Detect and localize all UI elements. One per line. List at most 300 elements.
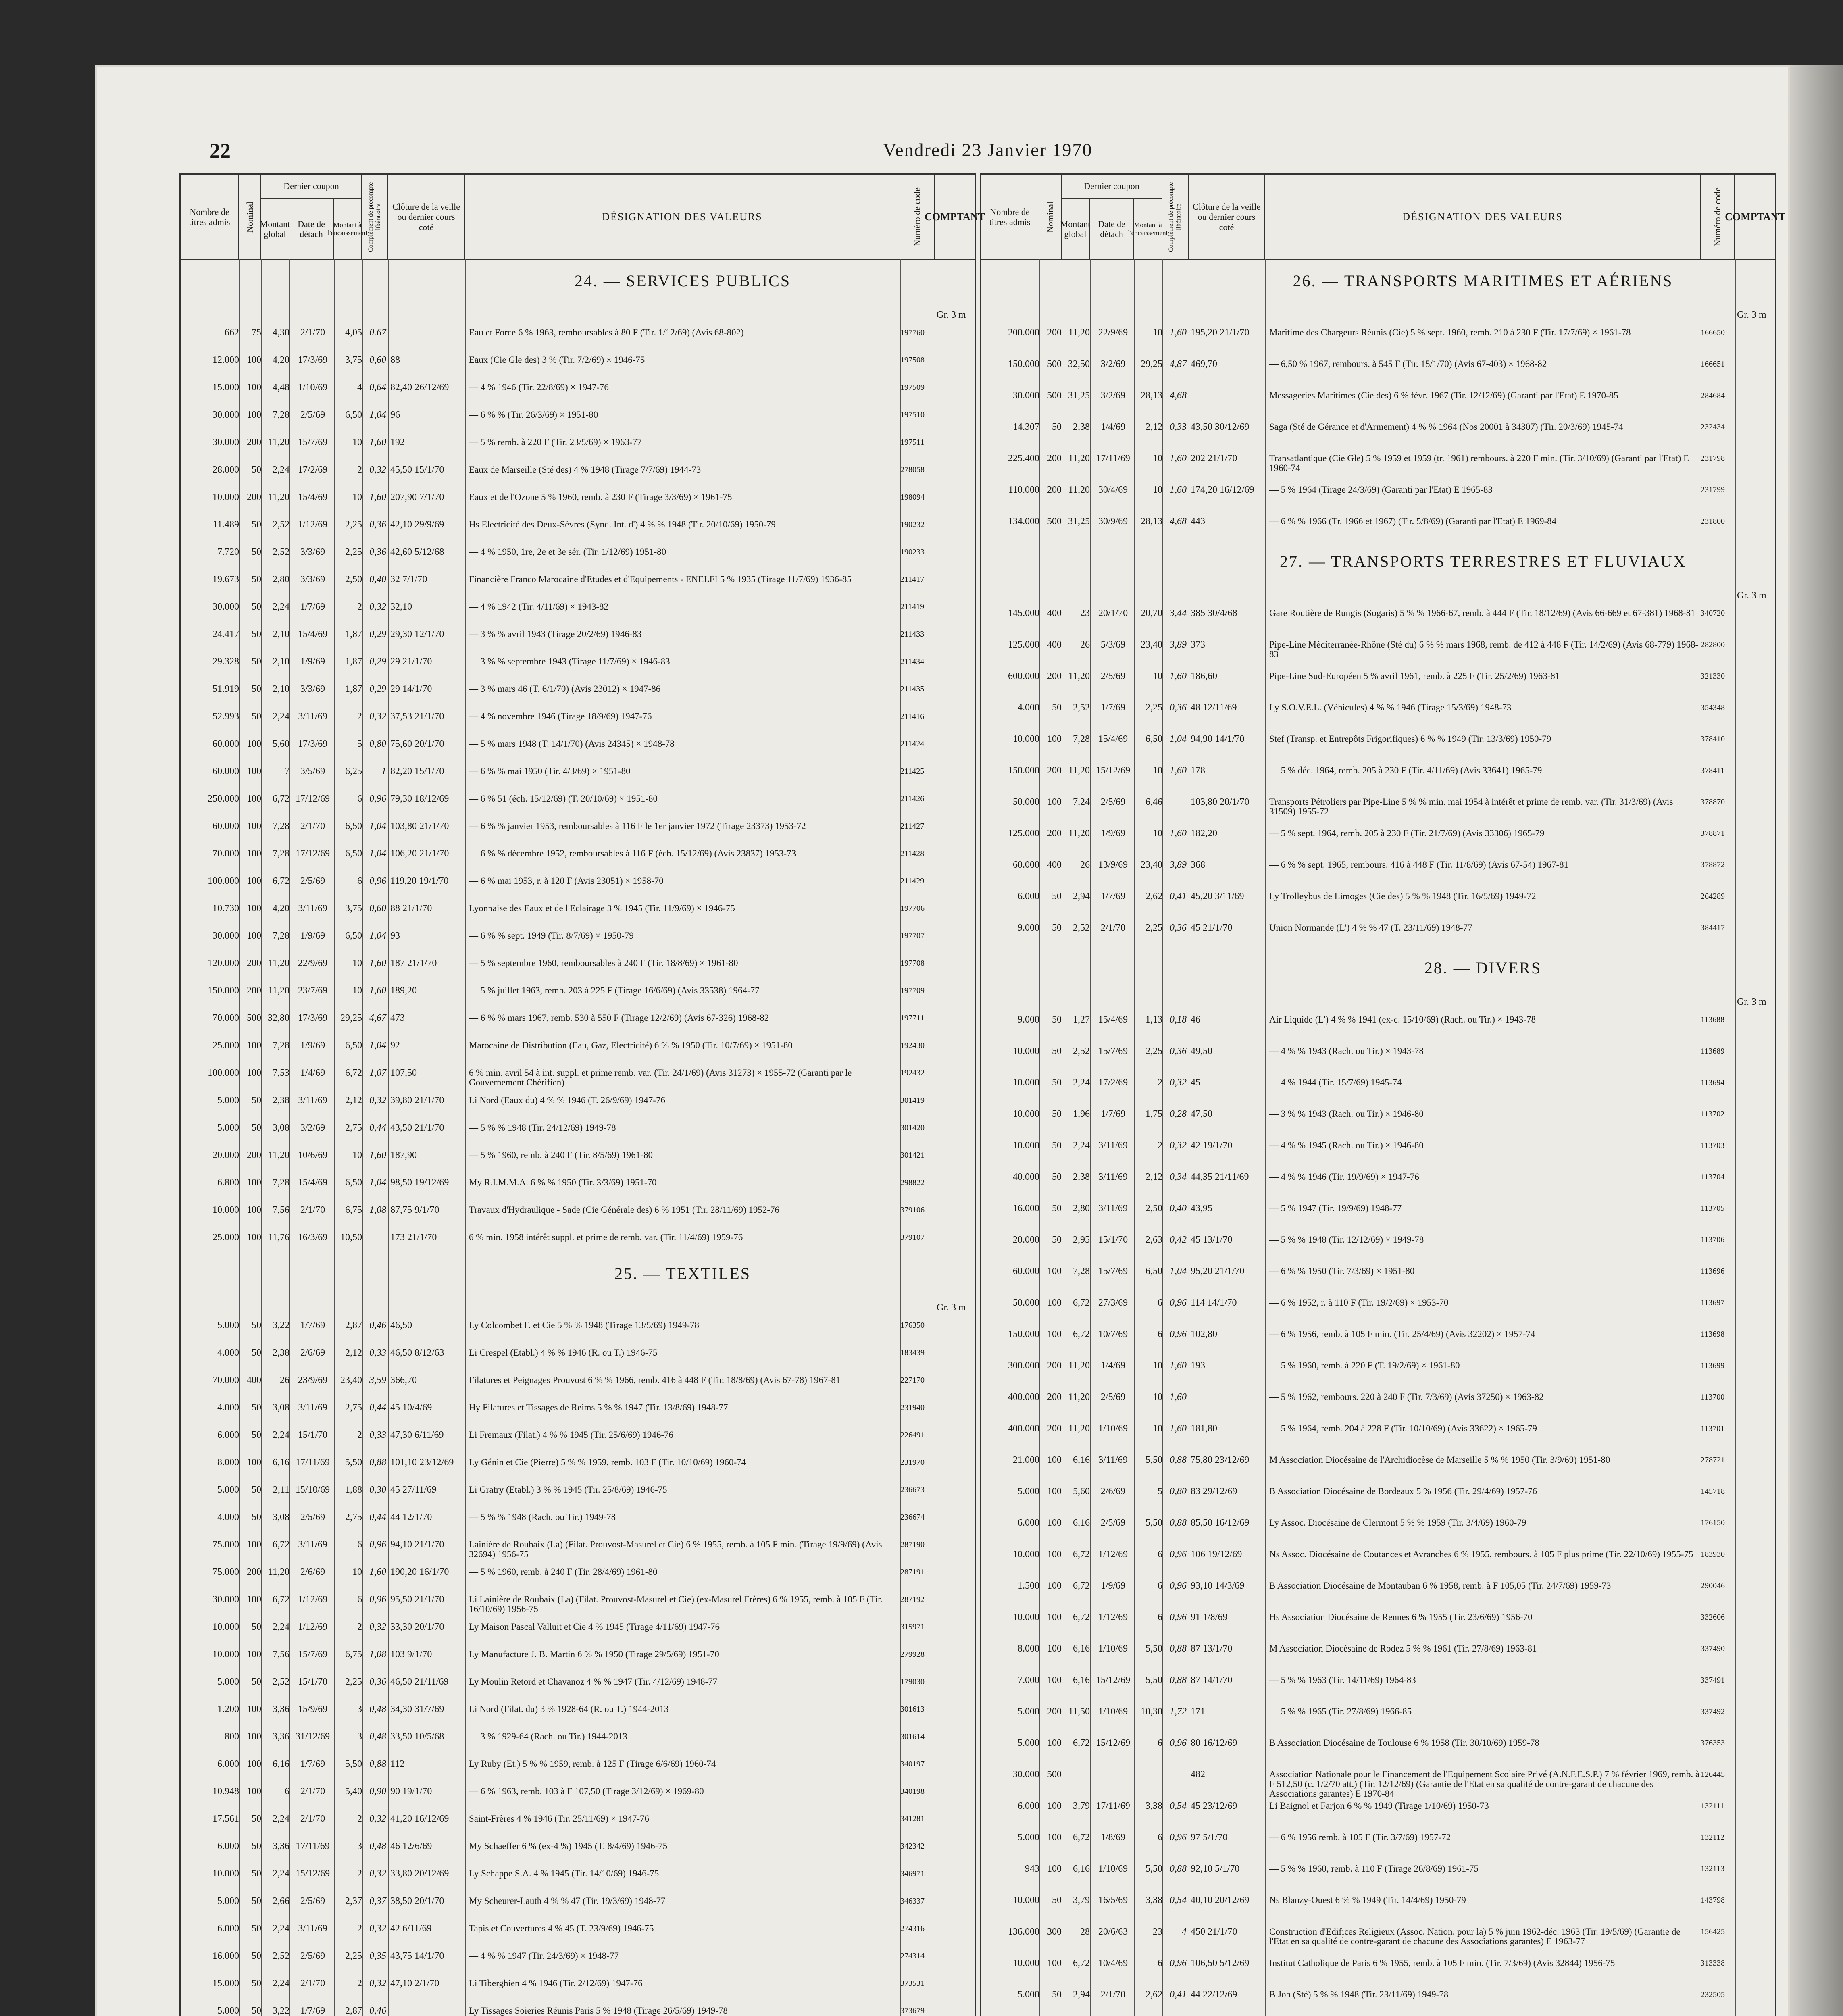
cell-code: 354348	[1701, 703, 1725, 712]
table-row	[181, 1403, 975, 1422]
cell-des: Tapis et Couvertures 4 % 45 (T. 23/9/69) 1946-75	[469, 1924, 654, 1933]
section-unit: Gr. 3 m	[937, 1302, 966, 1313]
cell-nb: 10.730	[212, 903, 239, 914]
cell-mt2: 1,87	[345, 684, 362, 694]
cell-mt2: 10	[1153, 828, 1162, 839]
cell-date: 2/1/70	[300, 1205, 325, 1215]
cell-mt2: 2,12	[1145, 1172, 1162, 1182]
cell-nb: 11.489	[212, 519, 239, 530]
cell-cp: 1,60	[369, 1150, 386, 1160]
table-row	[981, 328, 1775, 347]
cell-cp: 0,96	[1170, 1329, 1187, 1339]
table-row	[181, 657, 975, 676]
cell-date: 10/6/69	[298, 1150, 328, 1160]
cell-date: 15/4/69	[298, 492, 328, 502]
cell-mt: 6,72	[273, 1594, 289, 1605]
cell-cl: 190,20 16/1/70	[390, 1567, 449, 1577]
cell-nom: 50	[1052, 1109, 1062, 1119]
cell-mt2: 29,25	[340, 1013, 362, 1023]
cell-code: 301420	[900, 1123, 925, 1132]
table-row	[181, 465, 975, 484]
cell-nom: 100	[247, 766, 261, 777]
table-row	[181, 1814, 975, 1833]
cell-mt: 2,66	[273, 1896, 289, 1906]
cell-nb: 60.000	[1013, 860, 1039, 870]
cell-cp: 1,60	[369, 958, 386, 968]
cell-nom: 200	[1047, 453, 1062, 464]
cell-mt2: 2,75	[345, 1402, 362, 1413]
cell-des: Pipe-Line Sud-Européen 5 % avril 1961, remb. à 225 F (Tir. 25/2/69) 1963-81	[1269, 671, 1560, 681]
cell-date: 22/9/69	[1098, 327, 1128, 338]
cell-cl: 94,90 14/1/70	[1191, 734, 1245, 744]
cell-nom: 50	[252, 656, 261, 667]
cell-mt2: 6,50	[345, 1040, 362, 1051]
table-row	[981, 1990, 1775, 2009]
cell-nom: 100	[247, 739, 261, 749]
cell-des: — 4 % novembre 1946 (Tirage 18/9/69) 1947-76	[469, 712, 652, 721]
cell-mt: 2,24	[273, 602, 289, 612]
cell-des: — 5 % mars 1948 (T. 14/1/70) (Avis 24345) × 1948-78	[469, 739, 675, 749]
cell-date: 17/12/69	[295, 793, 330, 804]
cell-cp: 0,40	[369, 574, 386, 585]
cell-mt: 2,80	[273, 574, 289, 585]
cell-des: Ly Ruby (Et.) 5 % % 1959, remb. à 125 F (Tirage 6/6/69) 1960-74	[469, 1759, 716, 1769]
cell-date: 1/4/69	[1100, 422, 1126, 432]
cell-nb: 150.000	[1008, 765, 1039, 776]
cell-date: 3/11/69	[298, 903, 327, 914]
table-header	[181, 175, 985, 260]
cell-nb: 30.000	[212, 1594, 239, 1605]
cell-nb: 10.000	[1013, 1140, 1039, 1151]
cell-mt: 2,10	[273, 629, 289, 639]
cell-code: 197511	[900, 438, 925, 447]
cell-des: Union Normande (L') 4 % % 47 (T. 23/11/69) 1948-77	[1269, 923, 1472, 933]
cell-cl: 82,20 15/1/70	[390, 766, 444, 777]
cell-code: 166650	[1701, 328, 1725, 337]
cell-des: — 4 % 1946 (Tir. 22/8/69) × 1947-76	[469, 383, 609, 392]
cell-cl: 174,20 16/12/69	[1191, 485, 1254, 495]
cell-mt: 2,95	[1073, 1235, 1090, 1245]
cell-nom: 100	[247, 793, 261, 804]
cell-code: 145718	[1701, 1487, 1725, 1496]
cell-date: 3/11/69	[298, 1095, 327, 1106]
cell-nb: 5.000	[1018, 1832, 1039, 1843]
cell-des: Ly Assoc. Diocésaine de Clermont 5 % % 1959 (Tir. 3/4/69) 1960-79	[1269, 1518, 1526, 1528]
cell-code: 113701	[1701, 1424, 1725, 1433]
cell-nom: 100	[1047, 1486, 1062, 1497]
cell-code: 113705	[1701, 1204, 1725, 1213]
cell-cl: 181,80	[1191, 1423, 1217, 1434]
cell-mt2: 2,62	[1145, 891, 1162, 902]
cell-date: 1/7/69	[300, 1320, 325, 1331]
cell-des: Stef (Transp. et Entrepôts Frigorifiques) 6 % % 1949 (Tir. 13/3/69) 1950-79	[1269, 734, 1551, 744]
cell-cp: 0,29	[369, 684, 386, 694]
cell-cl: 46,50 8/12/63	[390, 1347, 444, 1358]
cell-nb: 15.000	[212, 1978, 239, 1989]
cell-nom: 100	[247, 1040, 261, 1051]
cell-nb: 225.400	[1008, 453, 1039, 464]
cell-mt: 3,22	[273, 1320, 289, 1331]
cell-code: 211426	[900, 794, 925, 803]
cell-des: Air Liquide (L') 4 % % 1941 (ex-c. 15/10/69) (Rach. ou Tir.) × 1943-78	[1269, 1015, 1536, 1025]
cell-mt2: 2,12	[345, 1347, 362, 1358]
cell-date: 2/5/69	[1100, 1518, 1126, 1528]
cell-mt: 6,72	[1073, 1738, 1090, 1748]
cell-date: 17/3/69	[298, 1013, 328, 1023]
cell-nom: 50	[252, 1402, 261, 1413]
cell-mt: 2,24	[273, 1622, 289, 1632]
cell-mt: 2,24	[273, 1868, 289, 1879]
cell-date: 1/12/69	[298, 519, 328, 530]
cell-nb: 7.720	[217, 547, 239, 557]
cell-cp: 0,36	[369, 547, 386, 557]
cell-nb: 400.000	[1008, 1392, 1039, 1402]
cell-mt2: 1,13	[1145, 1014, 1162, 1025]
cell-cp: 3,44	[1170, 608, 1187, 619]
cell-des: — 6 % mai 1953, r. à 120 F (Avis 23051) × 1958-70	[469, 876, 664, 886]
cell-des: Saint-Frères 4 % 1946 (Tir. 25/11/69) × 1947-76	[469, 1814, 649, 1824]
cell-des: Hy Filatures et Tissages de Reims 5 % % 1947 (Tir. 13/8/69) 1948-77	[469, 1403, 728, 1412]
cell-date: 1/12/69	[1098, 1612, 1128, 1622]
cell-date: 2/5/69	[300, 1896, 325, 1906]
cell-cp: 0,32	[369, 1868, 386, 1879]
cell-cp: 4,67	[369, 1013, 386, 1023]
cell-des: Hs Electricité des Deux-Sèvres (Synd. Int. d') 4 % % 1948 (Tir. 20/10/69) 1950-79	[469, 520, 776, 529]
table-row	[181, 958, 975, 978]
cell-nom: 50	[1052, 1046, 1062, 1056]
cell-cl: 33,30 20/1/70	[390, 1622, 444, 1632]
table-row	[181, 1205, 975, 1225]
cell-cl: 91 1/8/69	[1191, 1612, 1228, 1622]
cell-des: Ns Blanzy-Ouest 6 % % 1949 (Tir. 14/4/69) 1950-79	[1269, 1895, 1466, 1905]
cell-des: — 5 % % 1965 (Tir. 27/8/69) 1966-85	[1269, 1707, 1412, 1716]
cell-nb: 70.000	[212, 1375, 239, 1385]
cell-nom: 50	[252, 602, 261, 612]
table-row	[181, 629, 975, 649]
header-cloture: Clôture de la veille ou dernier cours coté	[388, 175, 465, 259]
cell-des: Saga (Sté de Gérance et d'Armement) 4 % % 1964 (Nos 20001 à 34307) (Tir. 20/3/69) 1945-74	[1269, 422, 1623, 432]
cell-nb: 75.000	[212, 1539, 239, 1550]
cell-mt: 2,94	[1073, 891, 1090, 902]
cell-code: 373679	[900, 2006, 925, 2015]
cell-code: 211424	[900, 739, 925, 748]
cell-code: 126445	[1701, 1770, 1725, 1779]
cell-cl: 41,20 16/12/69	[390, 1814, 449, 1824]
cell-mt: 6,72	[1073, 1329, 1090, 1339]
cell-cp: 0,41	[1170, 1989, 1187, 2000]
cell-cl: 45,50 15/1/70	[390, 464, 444, 475]
cell-nb: 19.673	[212, 574, 239, 585]
cell-cl: 75,80 23/12/69	[1191, 1455, 1249, 1465]
cell-date: 3/11/69	[298, 1402, 327, 1413]
table-row	[981, 1895, 1775, 1915]
cell-mt2: 6,50	[345, 931, 362, 941]
cell-date: 15/10/69	[295, 1485, 330, 1495]
cell-cl: 106,50 5/12/69	[1191, 1958, 1249, 1968]
header-comptant: COMPTANT	[925, 211, 985, 223]
cell-code: 211417	[900, 575, 925, 584]
table-row	[981, 829, 1775, 848]
cell-cp: 1,04	[369, 1040, 386, 1051]
cell-code: 231800	[1701, 517, 1725, 526]
cell-code: 211429	[900, 877, 925, 885]
cell-des: — 5 % 1960, remb. à 240 F (Tir. 8/5/69) 1961-80	[469, 1150, 653, 1160]
cell-cl: 87 14/1/70	[1191, 1675, 1233, 1685]
cell-cl: 46	[1191, 1014, 1200, 1025]
table-row	[181, 1896, 975, 1916]
header-montant2-right: Montant à l'encaissement	[1134, 199, 1162, 259]
cell-code: 113688	[1701, 1015, 1725, 1024]
table-row	[181, 1622, 975, 1641]
cell-nom: 200	[247, 437, 261, 448]
cell-des: Travaux d'Hydraulique - Sade (Cie Générale des) 6 % 1951 (Tir. 28/11/69) 1952-76	[469, 1205, 780, 1215]
cell-mt2: 23	[1153, 1926, 1162, 1937]
cell-mt: 6,16	[1073, 1675, 1090, 1685]
cell-date: 2/6/69	[1100, 1486, 1126, 1497]
cell-mt2: 2,25	[1145, 702, 1162, 713]
cell-date: 17/3/69	[298, 355, 328, 365]
cell-date: 1/8/69	[1100, 1832, 1126, 1843]
cell-date: 15/1/70	[298, 1677, 328, 1687]
cell-date: 15/4/69	[298, 629, 328, 639]
cell-mt2: 10	[352, 958, 362, 968]
cell-mt2: 2	[357, 1622, 362, 1632]
cell-cp: 1,04	[369, 848, 386, 859]
cell-mt2: 6,50	[345, 821, 362, 831]
cell-mt2: 10	[1153, 765, 1162, 776]
cell-mt: 7,56	[273, 1205, 289, 1215]
table-row	[981, 1644, 1775, 1663]
table-row	[981, 1833, 1775, 1852]
cell-des: — 6 % % sept. 1949 (Tir. 8/7/69) × 1950-79	[469, 931, 634, 941]
cell-nom: 50	[252, 1677, 261, 1687]
cell-date: 17/11/69	[296, 1457, 330, 1468]
cell-code: 211416	[900, 712, 925, 721]
cell-mt2: 10	[352, 1150, 362, 1160]
cell-cp: 1,60	[1170, 1360, 1187, 1371]
cell-nom: 500	[247, 1013, 261, 1023]
cell-cl: 39,80 21/1/70	[390, 1095, 444, 1106]
cell-code: 231970	[900, 1458, 925, 1467]
cell-date: 15/7/69	[298, 437, 328, 448]
table-row	[981, 766, 1775, 785]
cell-date: 17/11/69	[1096, 453, 1130, 464]
cell-code: 301421	[900, 1151, 925, 1160]
cell-mt2: 2	[357, 1978, 362, 1989]
cell-mt2: 2,87	[345, 1320, 362, 1331]
cell-nb: 17.561	[212, 1814, 239, 1824]
cell-date: 1/12/69	[1098, 1549, 1128, 1560]
cell-des: — 5 % 1960, remb. à 240 F (Tir. 28/4/69) 1961-80	[469, 1567, 658, 1577]
cell-date: 15/1/70	[298, 1430, 328, 1440]
cell-cp: 0,33	[1170, 422, 1187, 432]
cell-cp: 0,36	[1170, 923, 1187, 933]
cell-cl: 450 21/1/70	[1191, 1926, 1237, 1937]
cell-cp: 0,54	[1170, 1895, 1187, 1906]
table-row	[181, 1979, 975, 1998]
cell-cp: 0,48	[369, 1731, 386, 1742]
cell-nb: 10.000	[212, 1649, 239, 1660]
cell-cl: 88	[390, 355, 400, 365]
cell-des: — 5 % 1964, remb. 204 à 228 F (Tir. 10/10/69) (Avis 33622) × 1965-79	[1269, 1424, 1537, 1433]
cell-cl: 47,50	[1191, 1109, 1212, 1119]
cell-mt2: 6,75	[345, 1649, 362, 1660]
cell-nom: 50	[1052, 422, 1062, 432]
table-row	[181, 410, 975, 429]
cell-cp: 0,96	[369, 793, 386, 804]
cell-date: 3/11/69	[1098, 1140, 1128, 1151]
cell-nb: 14.307	[1013, 422, 1039, 432]
cell-date: 16/3/69	[298, 1232, 328, 1243]
section-title: 28. — DIVERS	[1424, 959, 1542, 977]
cell-des: Transatlantique (Cie Gle) 5 % 1959 et 1959 (tr. 1961) rembours. à 220 F min. (Tir. 3/10/69) (Garanti par l'Etat) E 1960-74	[1269, 454, 1689, 473]
cell-nb: 4.000	[217, 1402, 239, 1413]
cell-des: Financière Franco Marocaine d'Etudes et d'Equipements - ENELFI 5 % 1935 (Tirage 11/7/69) 1936-85	[469, 575, 852, 584]
cell-cl: 178	[1191, 765, 1205, 776]
cell-date: 17/12/69	[295, 848, 330, 859]
cell-cp: 0,88	[1170, 1675, 1187, 1685]
cell-mt2: 3,75	[345, 355, 362, 365]
cell-des: — 6 % % décembre 1952, remboursables à 116 F (éch. 15/12/69) (Avis 23837) 1953-73	[469, 849, 796, 858]
cell-des: — 5 % juillet 1963, remb. 203 à 225 F (Tirage 16/6/69) (Avis 33538) 1964-77	[469, 986, 760, 996]
cell-date: 2/1/70	[300, 1978, 325, 1989]
cell-cp: 0,34	[1170, 1172, 1187, 1182]
table-row	[181, 1320, 975, 1340]
cell-nom: 100	[247, 1232, 261, 1243]
cell-nb: 30.000	[212, 410, 239, 420]
cell-cl: 189,20	[390, 985, 417, 996]
cell-des: Eaux (Cie Gle des) 3 % (Tir. 7/2/69) × 1946-75	[469, 355, 645, 365]
cell-date: 2/1/70	[300, 327, 325, 338]
cell-date: 30/4/69	[1098, 485, 1128, 495]
cell-nom: 50	[252, 1095, 261, 1106]
cell-des: — 6 % % sept. 1965, rembours. 416 à 448 F (Tir. 11/8/69) (Avis 67-54) 1967-81	[1269, 860, 1569, 870]
page-gutter	[1790, 65, 1843, 2016]
cell-des: Ly Manufacture J. B. Martin 6 % % 1950 (Tirage 29/5/69) 1951-70	[469, 1649, 719, 1659]
cell-cl: 45 21/1/70	[1191, 923, 1233, 933]
cell-date: 17/11/69	[296, 1841, 330, 1851]
cell-date: 15/12/69	[1095, 1675, 1131, 1685]
cell-nb: 150.000	[1008, 1329, 1039, 1339]
cell-mt2: 10	[1153, 1423, 1162, 1434]
cell-des: Li Baignol et Farjon 6 % % 1949 (Tirage 1/10/69) 1950-73	[1269, 1801, 1489, 1811]
cell-cl: 106 19/12/69	[1191, 1549, 1242, 1560]
cell-code: 197711	[900, 1014, 925, 1023]
cell-code: 156425	[1701, 1927, 1725, 1936]
cell-mt: 2,52	[1073, 1046, 1090, 1056]
cell-cl: 43,75 14/1/70	[390, 1951, 444, 1961]
cell-code: 143798	[1701, 1896, 1725, 1905]
cell-code: 378410	[1701, 735, 1725, 744]
cell-nom: 100	[247, 931, 261, 941]
cell-cp: 0,32	[369, 1622, 386, 1632]
table-row	[981, 1927, 1775, 1946]
cell-mt: 7,28	[273, 821, 289, 831]
cell-nb: 6.000	[1018, 1801, 1039, 1811]
cell-mt: 1,96	[1073, 1109, 1090, 1119]
table-row	[981, 1329, 1775, 1349]
cell-nom: 100	[1047, 1612, 1062, 1622]
cell-mt2: 23,40	[1141, 639, 1162, 650]
cell-nb: 400.000	[1008, 1423, 1039, 1434]
cell-mt2: 6	[1158, 1612, 1162, 1622]
cell-cp: 1,08	[369, 1205, 386, 1215]
cell-des: Li Gratry (Etabl.) 3 % % 1945 (Tir. 25/8/69) 1946-75	[469, 1485, 667, 1495]
table-row	[981, 1424, 1775, 1443]
cell-mt: 7	[285, 766, 289, 777]
cell-mt: 31,25	[1068, 516, 1090, 527]
cell-nom: 200	[1047, 1392, 1062, 1402]
header-complement: Complément de précompte libératoire	[367, 182, 382, 252]
header-cloture-right: Clôture de la veille ou dernier cours coté	[1189, 175, 1265, 259]
table-row	[181, 876, 975, 896]
table-row	[981, 734, 1775, 754]
cell-nb: 150.000	[1008, 359, 1039, 369]
cell-date: 17/3/69	[298, 739, 328, 749]
cell-mt2: 10,50	[340, 1232, 362, 1243]
right-table	[980, 173, 1785, 2016]
cell-nom: 50	[252, 574, 261, 585]
cell-nb: 70.000	[212, 1013, 239, 1023]
cell-cp: 0.67	[369, 327, 386, 338]
cell-nb: 5.000	[217, 1896, 239, 1906]
cell-mt: 6,16	[1073, 1864, 1090, 1874]
cell-cl: 42 6/11/69	[390, 1923, 432, 1934]
table-row	[181, 1512, 975, 1532]
cell-date: 2/1/70	[300, 1814, 325, 1824]
cell-code: 197709	[900, 986, 925, 995]
cell-date: 3/3/69	[300, 547, 325, 557]
cell-nb: 10.000	[1013, 1109, 1039, 1119]
cell-date: 15/4/69	[1098, 734, 1128, 744]
cell-nom: 200	[1047, 1423, 1062, 1434]
cell-nb: 4.000	[1018, 702, 1039, 713]
cell-nb: 10.948	[212, 1786, 239, 1797]
cell-des: — 5 % sept. 1964, remb. 205 à 230 F (Tir. 21/7/69) (Avis 33306) 1965-79	[1269, 829, 1545, 838]
cell-mt: 2,94	[1073, 1989, 1090, 2000]
cell-date: 2/1/70	[300, 821, 325, 831]
cell-cl: 469,70	[1191, 359, 1217, 369]
table-row	[981, 1581, 1775, 1600]
cell-des: — 5 % déc. 1964, remb. 205 à 230 F (Tir. 4/11/69) (Avis 33641) 1965-79	[1269, 766, 1542, 775]
cell-date: 2/5/69	[1100, 1392, 1126, 1402]
cell-cl: 42,60 5/12/68	[390, 547, 444, 557]
cell-nb: 300.000	[1008, 1360, 1039, 1371]
cell-nb: 40.000	[1013, 1172, 1039, 1182]
cell-code: 113697	[1701, 1298, 1725, 1307]
cell-date: 3/2/69	[300, 1123, 325, 1133]
cell-mt2: 6	[1158, 1738, 1162, 1748]
cell-nom: 100	[1047, 1518, 1062, 1528]
cell-mt2: 3	[357, 1704, 362, 1714]
cell-des: — 6 % % 1966 (Tr. 1966 et 1967) (Tir. 5/8/69) (Garanti par l'Etat) E 1969-84	[1269, 516, 1557, 526]
cell-nom: 400	[1047, 639, 1062, 650]
cell-nb: 5.000	[1018, 1486, 1039, 1497]
cell-mt2: 5,40	[345, 1786, 362, 1797]
cell-cl: 119,20 19/1/70	[390, 876, 449, 886]
cell-mt: 5,60	[1073, 1486, 1090, 1497]
cell-des: Hs Association Diocésaine de Rennes 6 % 1955 (Tir. 23/6/69) 1956-70	[1269, 1612, 1533, 1622]
cell-des: Li Tiberghien 4 % 1946 (Tir. 2/12/69) 1947-76	[469, 1979, 643, 1988]
cell-mt: 6,16	[1073, 1518, 1090, 1528]
cell-code: 211434	[900, 657, 925, 666]
cell-cp: 0,88	[1170, 1864, 1187, 1874]
table-row	[181, 1924, 975, 1943]
cell-code: 332606	[1701, 1613, 1725, 1622]
cell-code: 176150	[1701, 1518, 1725, 1527]
cell-nb: 52.993	[212, 711, 239, 722]
cell-cl: 114 14/1/70	[1191, 1297, 1237, 1308]
